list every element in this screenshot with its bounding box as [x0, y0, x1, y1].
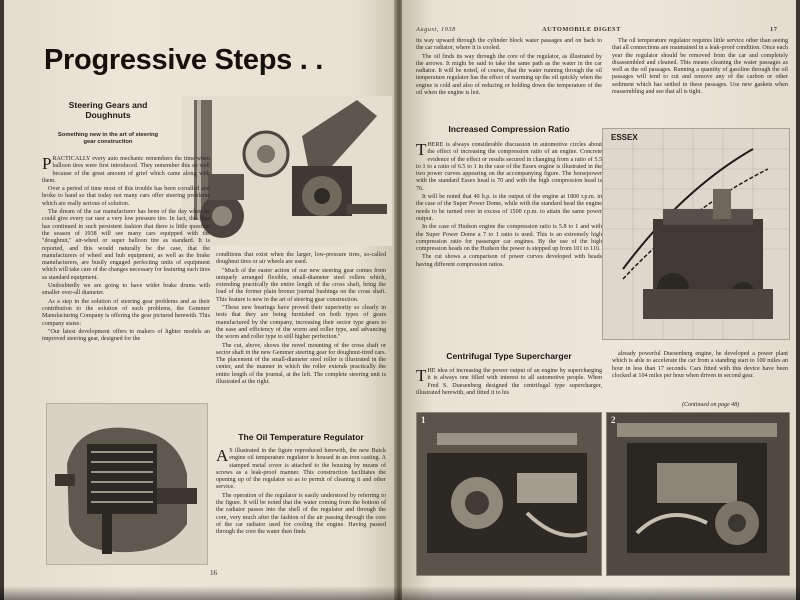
- right-page: [402, 0, 796, 600]
- essex-engine-illustration: [603, 129, 789, 339]
- oil-paragraph: S illustrated in the figure reproduced herewith, the new Buick engine oil temperature regulator is housed in an iron casting. A stamped metal cover is attached to the housing by means of screws as a leak-proof manner. This construction facilitates the opening up of the regulator so as to permit of cleaning it and other service.: [216, 448, 386, 491]
- compression-paragraph: HERE is always considerable discussion in automotive circles about the effect of increasing the compression ratio of an engine. Concrete evidence of the effect or results secured in changing from a ratio of 5.5 to 1 to a ratio of 6.5 to 1 in the case of the Essex engine is illustrated in the two power curves appearing on the accompanying figure. The horsepower with the standard Essex head is 70 and with the high compression head is 76.: [416, 142, 602, 192]
- compression-text: [416, 142, 602, 342]
- oil-continued-col1: [416, 38, 602, 124]
- oil-service-paragraph: The oil temperature regulator requires little service other than seeing that all connections are maintained in a leak-proof condition. Once each year the regulator should be removed from the car and completely disassembled and cleaned. This means cleaning the water passages as well as the oil passages. Running a quantity of gasoline through the oil passages will tend to cut and remove any of the carbon or other sediment which has settled in these passages. Use new gaskets when reassembling and see that all is tight.: [612, 38, 788, 96]
- left-page: [4, 0, 396, 600]
- steering-gear-illustration: [182, 96, 392, 246]
- supercharger-photo-1: [416, 412, 602, 576]
- oil-continued-paragraph: its way upward through the cylinder block water passages and on back to the car radiator, where it is cooled.: [416, 38, 602, 52]
- oil-text: [216, 448, 386, 570]
- supercharger-paragraph: already powerful Duesenberg engine, he developed a power plant which is able to accelerate the car from a standing start to 100 miles an hour in less than 17 seconds. Cars fitted with this device have been clocked at 104 miles per hour when driven in second gear.: [612, 351, 788, 379]
- engine-bay-illustration-1: [417, 413, 601, 575]
- oil-regulator-photo: [46, 403, 208, 565]
- oil-regulator-illustration: [47, 404, 207, 564]
- compression-paragraph: In the case of Hudson engine the compression ratio is 5.8 to 1 and with the Super Power Dome a 7 to 1 ratio is used. This is an extremely high compression ratio for passenger car engines. By the use of the high compression heads on the Hudson the power is stepped up from 101 to 110.: [416, 224, 602, 253]
- engine-bay-illustration-2: [607, 413, 789, 575]
- steering-subtitle: Something new in the art of steering gear construction: [57, 132, 159, 145]
- steering-text-col2: [216, 252, 386, 420]
- header-date: August, 1938: [416, 26, 456, 33]
- steering-gear-photo: [182, 96, 392, 246]
- steering-paragraph: conditions that exist when the larger, low-pressure tires, so-called doughnut tires or air wheels are used.: [216, 252, 386, 266]
- photo-1-number: 1: [421, 415, 426, 425]
- supercharger-title: Centrifugal Type Supercharger: [446, 351, 572, 361]
- supercharger-text-col1: [416, 368, 602, 410]
- steering-title-line1: Steering Gears and: [68, 100, 148, 110]
- steering-paragraph: The cut, above, shows the novel mounting of the cross shaft or sector shaft in the new Gemmer steering gear for doughnut-tired cars. The placement of the small-diameter steel roller is illustrated in the center, and the manner in which the roller extends practically the entire length of the journal, at the left. The complete steering unit is illustrated at the right.: [216, 342, 386, 386]
- continued-note: (Continued on page 48): [682, 402, 740, 408]
- compression-paragraph: It will be noted that 40 h.p. is the output of the engine at 1800 r.p.m. in the case of the Super Power Dome, while with the standard head the engine needs to be turned over in excess of 1500 r.p.m. to attain the same power output.: [416, 194, 602, 222]
- main-title: Progressive Steps . .: [44, 44, 323, 76]
- essex-engine-chart-photo: [602, 128, 790, 340]
- steering-paragraph: "These new bearings have proved their superiority so clearly in tests that they are being furnished on both types of gears manufactured by the company, increasing their sector type gears to the ease and efficiency of the worm and roller type, and advancing the worm and roller type to still higher perfection.": [216, 305, 386, 341]
- oil-dropcap: A: [216, 446, 229, 465]
- compression-title: Increased Compression Ratio: [448, 124, 570, 134]
- right-page-number: 17: [770, 26, 778, 33]
- steering-paragraph: The dream of the car manufacturer has been of the day when he could give every car user a very low pressure tire. In fact, this idea has continued in such persistent fashion that there is little question the season of 1938 will see many cars equipped with the "doughnut," air-wheel or super balloon tire as standard. It is reported, and this would naturally be the case, that the manufacturers of wheel and hub equipment, as well as the brake manufacturers, are busily engaged perfecting units of equipment which will take care of the changes necessary for featuring such tires as standard equipment.: [42, 209, 211, 281]
- supercharger-paragraph: HE idea of increasing the power output of an engine by supercharging it is always one filled with interest to all automotive people. When Fred S. Duesenberg designed the centrifugal type supercharger, illustrated herewith, and fitted it to his: [416, 368, 602, 396]
- oil-continued-paragraph: The oil finds its way through the core of the regulator, as illustrated by the arrows. It might be said to take the same path as the water in the car radiator. It will be noted, of course, that the water running through the oil temperature regulator has the effect of warming up the oil quickly when the engine is cold and also of reducing or holding down the temperature of the oil when the engine is hot.: [416, 53, 602, 97]
- supercharger-text-col2: [612, 351, 788, 399]
- supercharger-photo-2: [606, 412, 790, 576]
- steering-paragraph: RACTICALLY every auto mechanic remembers the time when balloon tires were first introduced. They remember this so well because of the great amount of grief which came along with them.: [42, 156, 210, 184]
- bottom-shadow: [0, 586, 800, 600]
- supercharger-dropcap: T: [416, 366, 427, 385]
- left-page-number: 16: [210, 569, 217, 577]
- photo-2-number: 2: [611, 415, 616, 425]
- steering-title-line2: Doughnuts: [85, 110, 131, 120]
- steering-paragraph: As a step in the solution of steering gear problems and as their contribution to the solution of such problems, the Gemmer Manufacturing Company is offering the gear pictured herewith. This company states:: [42, 298, 210, 327]
- oil-paragraph: The operation of the regulator is easily understood by referring to the figure. It will be noted that the water coming from the bottom of the radiator passes into the shell of the regulator and through the core, very much after the fashion of the air passing through the core of the car radiator used for cooling the engine. Having passed through the core the water then finds: [216, 492, 386, 536]
- oil-service-col2: [612, 38, 788, 124]
- steering-title: [48, 100, 168, 120]
- compression-paragraph: The cut shows a comparison of power curves developed with heads having different compression ratios.: [416, 254, 602, 268]
- steering-dropcap: P: [42, 154, 52, 173]
- essex-chart-label: ESSEX: [611, 133, 638, 142]
- steering-paragraph: Over a period of time most of this trouble has been corralled and broke to hand so that today not many cars offer steering problems which are really serious of solution.: [42, 186, 210, 207]
- steering-paragraph: "Our latest development offers to makers of lighter models an improved steering gear, designed for the: [42, 328, 210, 343]
- oil-title: The Oil Temperature Regulator: [238, 432, 364, 442]
- steering-paragraph: "Much of the easier action of our new steering gear comes from uniquely arranged flexible, small-diameter steel rollers which, extending practically the entire length of the cross shaft, bring the load of the former plain bronze journal bushings on the cross shaft. This feature is new in the art of steering gear construction.: [216, 267, 386, 303]
- header-title: AUTOMOBILE DIGEST: [542, 26, 621, 33]
- compression-dropcap: T: [416, 140, 427, 159]
- steering-paragraph: Undoubtedly we are going to have wider brake drums with smaller over-all diameter.: [42, 283, 210, 297]
